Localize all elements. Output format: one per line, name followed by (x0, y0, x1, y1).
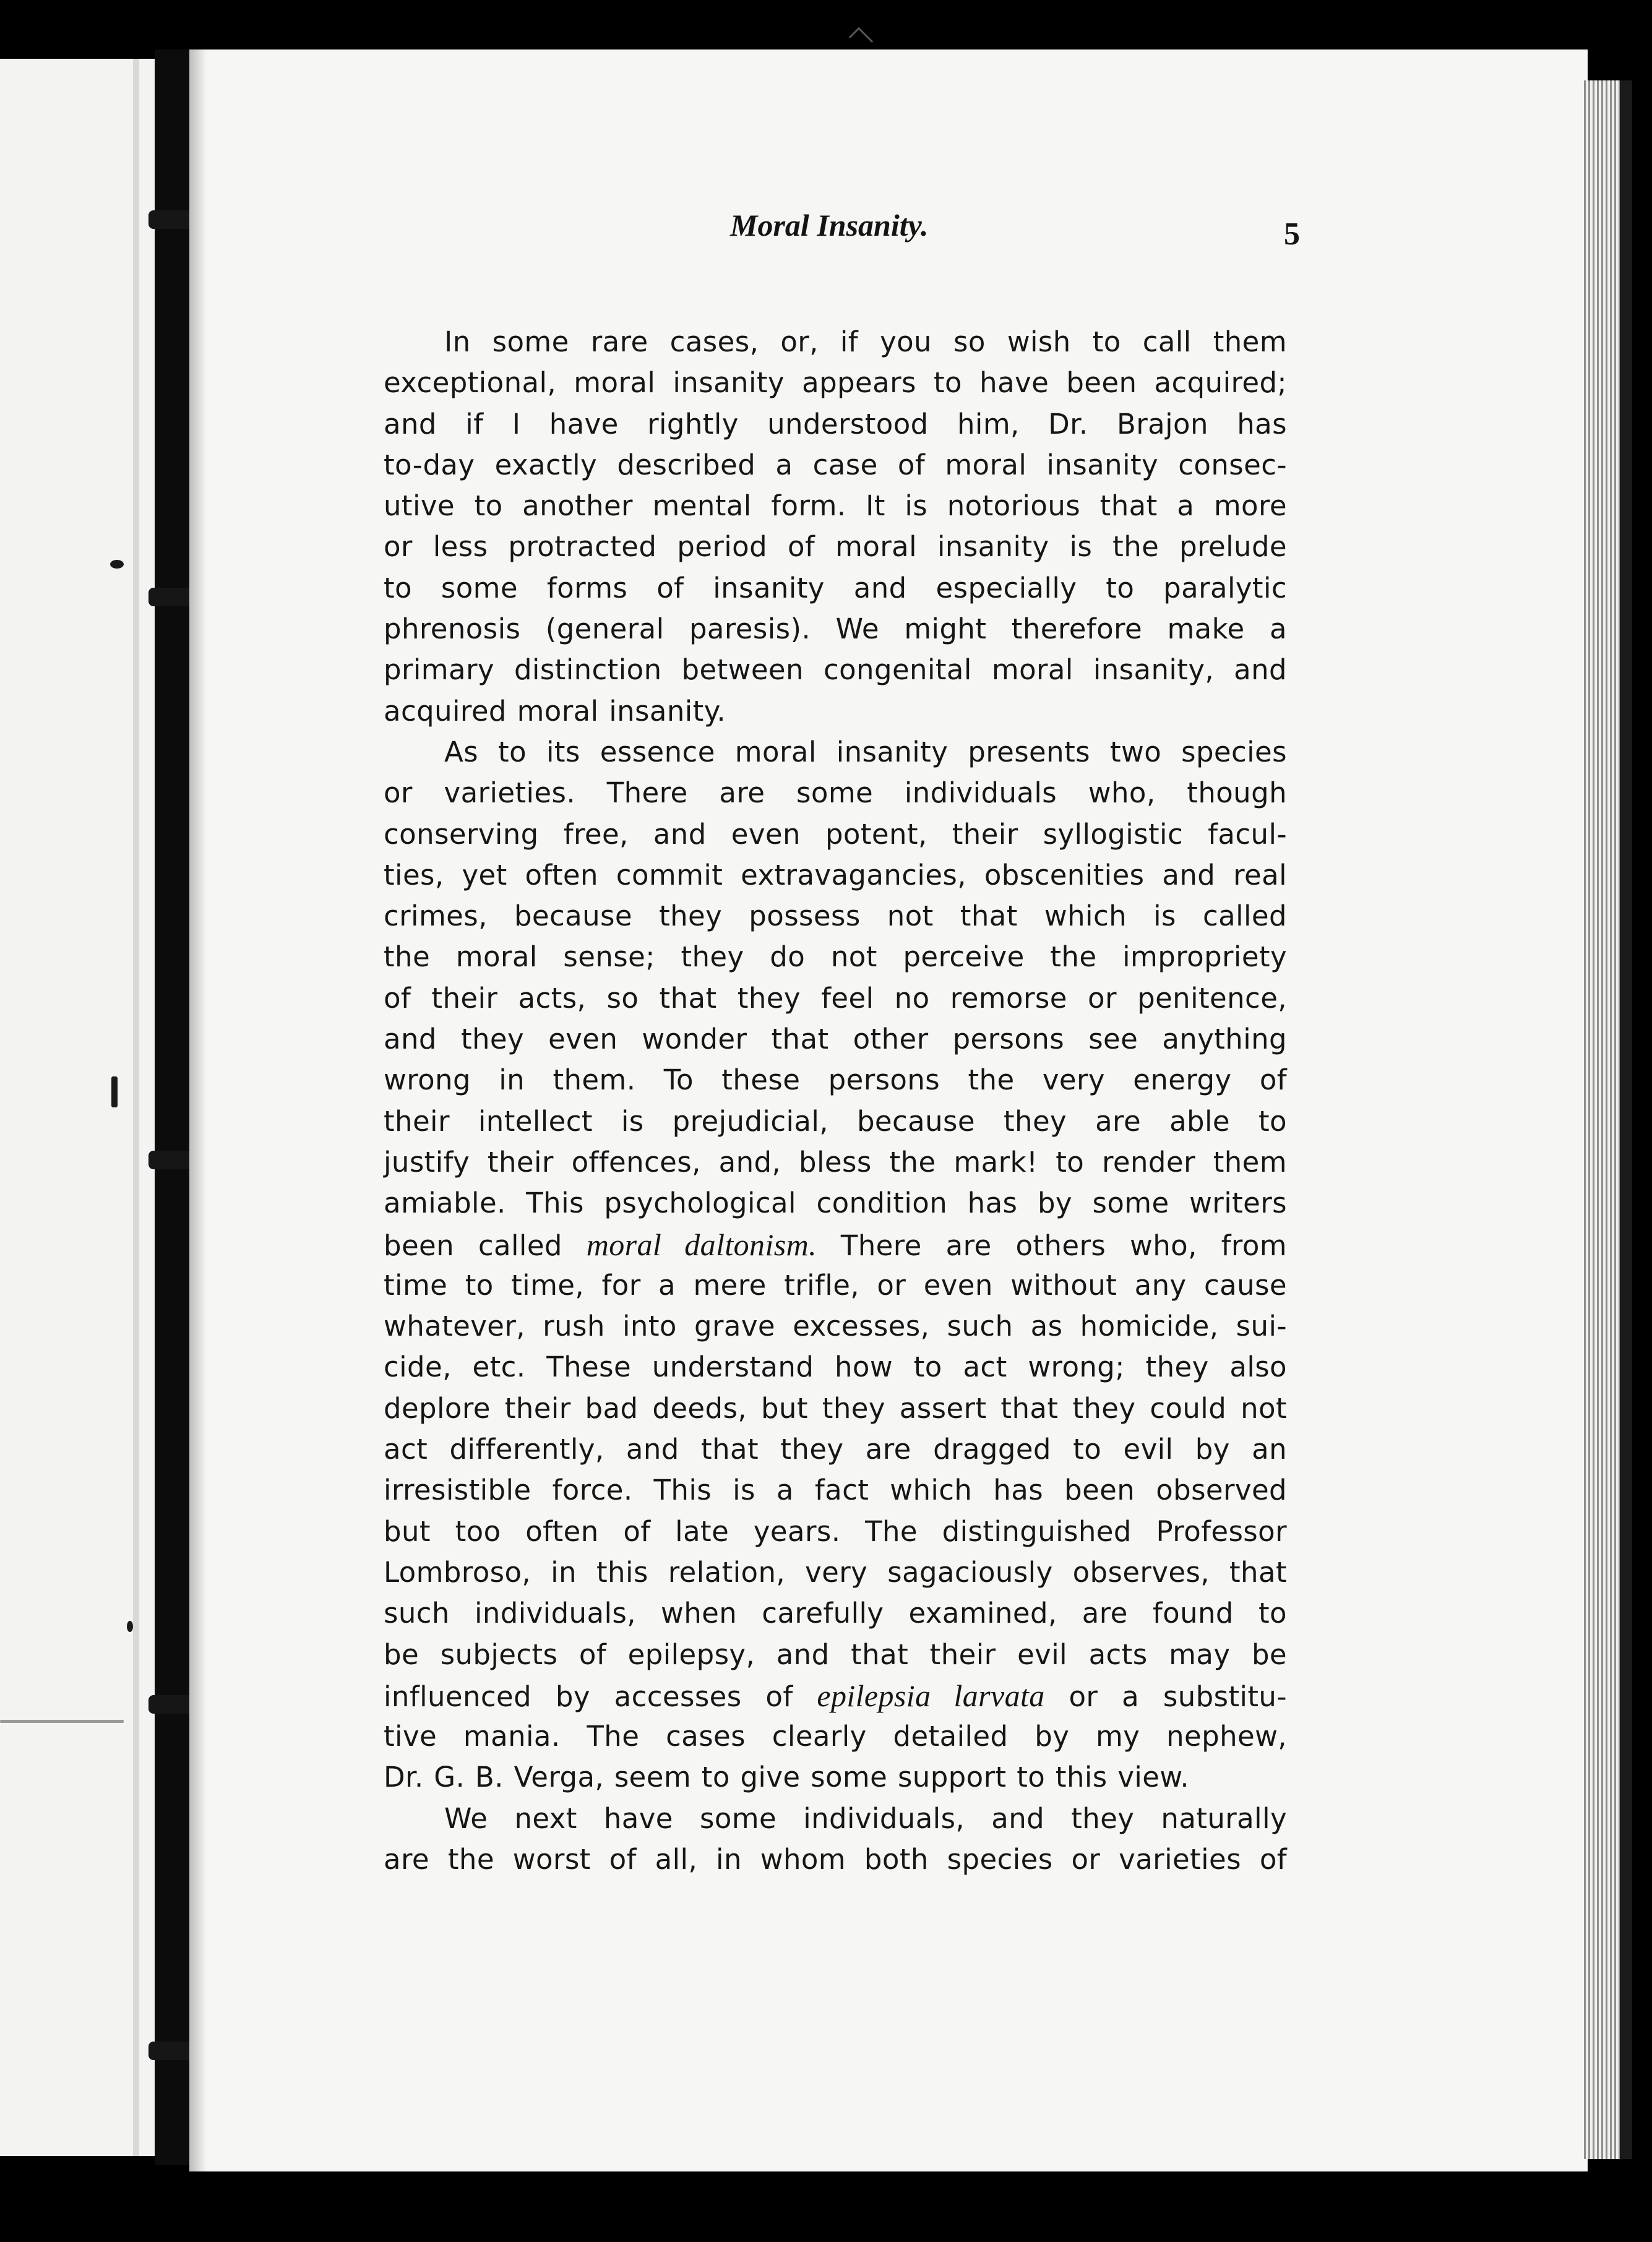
paper-tear (0, 1720, 124, 1723)
text-line: amiable. This psychological condition has by some writers (384, 1187, 1287, 1220)
text-line: and if I have rightly understood him, Dr. Brajon has (384, 407, 1287, 440)
text-run: There are others who, from (817, 1229, 1287, 1262)
text-line: irresistible force. This is a fact which has been observed (384, 1474, 1287, 1507)
ink-speck (110, 560, 124, 569)
ink-speck (127, 1621, 133, 1632)
text-line: time to time, for a mere trifle, or even without any cause (384, 1268, 1287, 1302)
previous-page-edge (0, 59, 157, 2156)
text-line: of their acts, so that they feel no remorse or penitence, (384, 981, 1287, 1015)
text-line: such individuals, when carefully examined, are found to (384, 1597, 1287, 1630)
ink-speck (111, 1076, 118, 1107)
text-line: Dr. G. B. Verga, seem to give some support to this view. (384, 1761, 1190, 1794)
text-line: justify their offences, and, bless the mark! to render them (384, 1145, 1287, 1179)
binding-stitch (148, 1151, 196, 1169)
scan-mark (849, 27, 874, 52)
text-line: or less protracted period of moral insanity is the prelude (384, 530, 1287, 564)
text-line: are the worst of all, in whom both species or varieties of (384, 1842, 1287, 1876)
previous-page-fold (133, 59, 139, 2156)
text-line: Lombroso, in this relation, very sagaciously observes, that (384, 1555, 1287, 1589)
page-block-shadow (1620, 80, 1632, 2159)
italic-term: epilepsia larvata (817, 1678, 1045, 1713)
text-line: We next have some individuals, and they naturally (444, 1802, 1287, 1835)
text-line: acquired moral insanity. (384, 694, 726, 728)
running-head (0, 207, 1652, 257)
binding-stitch (148, 1695, 196, 1714)
italic-term: moral daltonism. (586, 1227, 817, 1262)
body-text (384, 322, 1287, 1880)
text-line: conserving free, and even potent, their syllogistic facul- (384, 817, 1287, 851)
text-line: exceptional, moral insanity appears to have been acquired; (384, 366, 1287, 400)
binding-stitch (148, 2042, 196, 2060)
text-line: act differently, and that they are dragged to evil by an (384, 1433, 1287, 1466)
text-line: and they even wonder that other persons see anything (384, 1023, 1287, 1056)
paragraph (384, 322, 1287, 732)
text-line: tive mania. The cases clearly detailed by my nephew, (384, 1720, 1287, 1753)
text-line: whatever, rush into grave excesses, such as homicide, sui- (384, 1310, 1287, 1343)
text-line: their intellect is prejudicial, because they are able to (384, 1104, 1287, 1138)
text-line: phrenosis (general paresis). We might therefore make a (384, 612, 1287, 646)
text-line: to some forms of insanity and especially to paralytic (384, 571, 1287, 604)
paragraph (384, 1798, 1287, 1881)
text-run: been called (384, 1229, 587, 1262)
text-line: primary distinction between congenital moral insanity, and (384, 653, 1287, 687)
text-line: but too often of late years. The distinguished Professor (384, 1514, 1287, 1548)
text-line: deplore their bad deeds, but they assert that they could not (384, 1391, 1287, 1425)
text-line: cide, etc. These understand how to act wrong; they also (384, 1351, 1287, 1384)
text-line (384, 1224, 1287, 1265)
text-line (384, 1675, 1287, 1716)
text-run: or a substitu- (1044, 1680, 1287, 1713)
text-line: the moral sense; they do not perceive the impropriety (384, 940, 1287, 974)
text-line: be subjects of epilepsy, and that their evil acts may be (384, 1638, 1287, 1671)
text-line: In some rare cases, or, if you so wish to call them (444, 325, 1287, 358)
text-line: or varieties. There are some individuals who, though (384, 776, 1287, 810)
text-line: to-day exactly described a case of moral insanity consec- (384, 448, 1287, 481)
text-line: wrong in them. To these persons the very energy of (384, 1063, 1287, 1097)
text-run: influenced by accesses of (384, 1680, 817, 1713)
book-spine (155, 49, 189, 2165)
text-line: utive to another mental form. It is notorious that a more (384, 489, 1287, 523)
running-title: Moral Insanity. (730, 208, 929, 243)
text-line: ties, yet often commit extravagancies, obscenities and real (384, 858, 1287, 891)
text-line: As to its essence moral insanity presents two species (444, 735, 1287, 768)
paragraph (384, 732, 1287, 1798)
text-line: crimes, because they possess not that which is called (384, 900, 1287, 933)
page-block-edges (1584, 80, 1621, 2159)
page-number: 5 (1284, 217, 1300, 252)
gutter-shadow (189, 49, 207, 2171)
binding-stitch (148, 588, 196, 606)
